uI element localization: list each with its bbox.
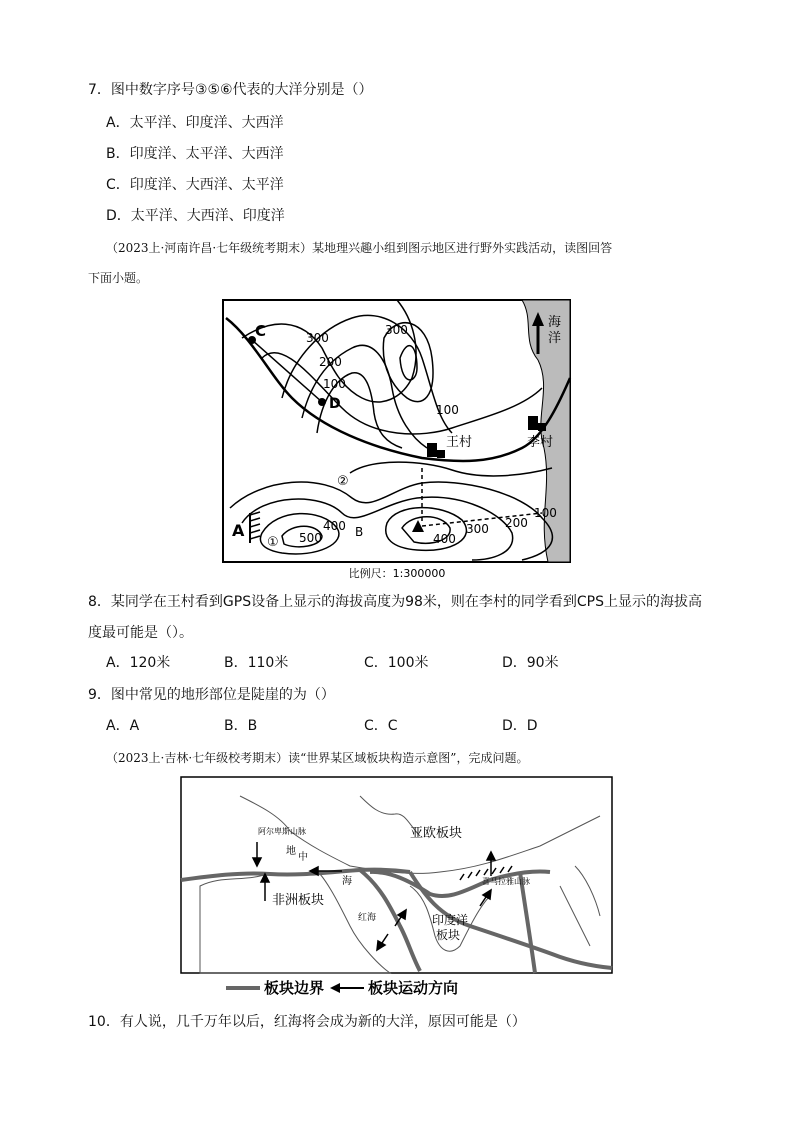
mediterranean-label-3: 海 (342, 876, 352, 887)
q9-option-b: B．B (224, 718, 258, 734)
sea-label-2: 洋 (548, 331, 562, 346)
mediterranean-label-1: 地 (286, 846, 296, 857)
q7-option-a: A．太平洋、印度洋、大西洋 (106, 115, 284, 131)
point-c-label: C (255, 322, 267, 340)
contour-label: 500 (299, 531, 322, 545)
intro1-line2: 下面小题。 (88, 271, 149, 285)
himalaya-label: 喜马拉雅山脉 (482, 877, 530, 886)
point-d-marker (318, 398, 326, 406)
african-plate-label: 非洲板块 (272, 893, 325, 908)
legend-boundary-label: 板块边界 (264, 979, 325, 997)
village-wang-icon (427, 443, 437, 457)
eurasian-plate-label: 亚欧板块 (410, 826, 463, 841)
village-wang-icon-part (437, 450, 445, 458)
q8-option-c: C．100米 (364, 655, 429, 671)
indian-plate-label-2: 板块 (436, 928, 461, 942)
q7-option-c: C．印度洋、大西洋、太平洋 (106, 177, 284, 193)
contour-label: 400 (433, 532, 456, 546)
sea-label-1: 海 (548, 315, 562, 330)
contour-label: 400 (323, 519, 346, 533)
q9-option-c: C．C (364, 718, 398, 734)
q9-stem: 9．图中常见的地形部位是陡崖的为（） (88, 687, 335, 703)
point-d-label: D (329, 396, 341, 412)
intro1-line1: （2023上·河南许昌·七年级统考期末）某地理兴趣小组到图示地区进行野外实践活动，读图回答 (106, 241, 613, 255)
contour-map (222, 298, 572, 584)
point-b-label: B (355, 525, 364, 539)
contour-label: 200 (505, 516, 528, 530)
q7-option-b: B．印度洋、太平洋、大西洋 (106, 146, 284, 162)
q8-stem-line2: 度最可能是（）。 (88, 625, 193, 641)
plate-map (180, 776, 614, 998)
village-li-label: 李村 (527, 435, 554, 450)
contour-label: 200 (319, 355, 342, 369)
red-sea-label: 红海 (358, 913, 377, 923)
contour-label: 100 (323, 377, 346, 391)
q8-stem-line1: 8．某同学在王村看到GPS设备上显示的海拔高度为98米，则在李村的同学看到CPS上显示的海拔高 (88, 594, 703, 610)
q7-stem: 7．图中数字序号③⑤⑥代表的大洋分别是（） (88, 82, 373, 98)
contour-label: 100 (436, 403, 459, 417)
village-li-icon (528, 416, 538, 430)
village-wang-label: 王村 (446, 435, 473, 450)
q8-option-b: B．110米 (224, 655, 289, 671)
village-li-icon-part (538, 423, 546, 431)
contour-label: 300 (306, 331, 329, 345)
contour-label: 300 (385, 323, 408, 337)
q8-option-a: A．120米 (106, 655, 171, 671)
alps-label: 阿尔卑斯山脉 (258, 827, 306, 836)
circled-label-1: ① (267, 535, 279, 550)
map-scale: 比例尺：1:300000 (348, 567, 446, 580)
legend-direction-label: 板块运动方向 (368, 979, 459, 997)
contour-label: 100 (534, 506, 557, 520)
q10-stem: 10．有人说，几千万年以后，红海将会成为新的大洋，原因可能是（） (88, 1014, 526, 1030)
q9-option-d: D．D (502, 718, 538, 734)
indian-plate-label-1: 印度洋 (432, 913, 469, 927)
q8-option-d: D．90米 (502, 655, 559, 671)
mediterranean-label-2: 中 (298, 852, 308, 863)
q7-option-d: D．太平洋、大西洋、印度洋 (106, 208, 285, 224)
legend-arrow-head-icon (330, 983, 340, 993)
contour-label: 300 (466, 522, 489, 536)
intro2-line1: （2023上·吉林·七年级校考期末）读“世界某区域板块构造示意图”，完成问题。 (106, 751, 529, 765)
point-a-label: A (232, 521, 245, 540)
circled-label-2: ② (337, 474, 349, 489)
q9-option-a: A．A (106, 718, 140, 734)
